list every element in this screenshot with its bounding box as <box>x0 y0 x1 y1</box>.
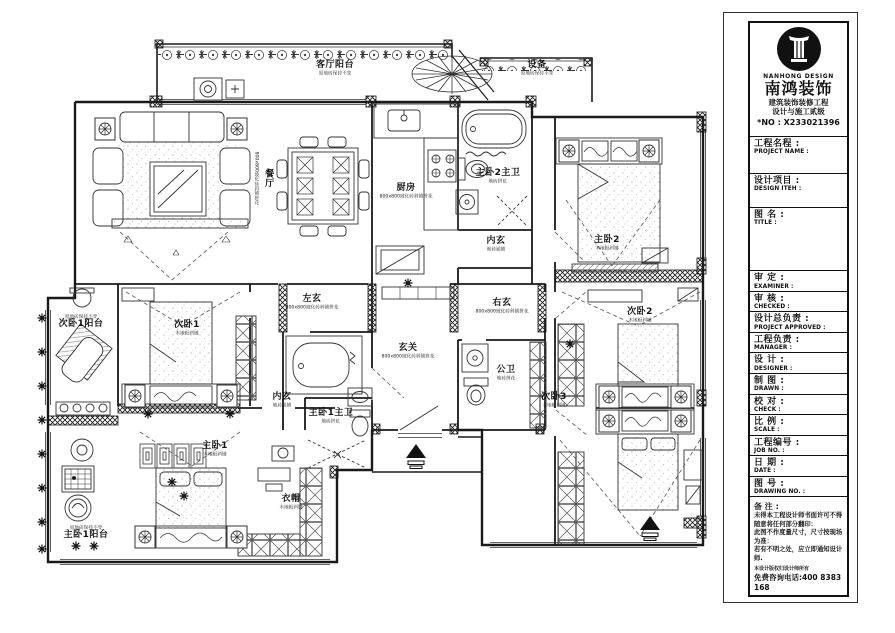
washer-basin-icons <box>194 78 244 100</box>
room-label-left-hall: 左玄 800x800玻化砖斜铺拼花 <box>285 293 339 310</box>
master-balcony1-furniture <box>62 466 94 521</box>
field-check: 校 对 : CHECK : <box>750 394 847 415</box>
plant-icon <box>72 542 81 551</box>
foyer-furniture <box>382 287 454 438</box>
plant-icon <box>180 492 189 501</box>
room-label-inner-hall2: 内玄 地砖通铺 <box>486 235 506 252</box>
foyer-plant-icon <box>404 279 413 288</box>
field-designer: 设 计 : DESIGNER : <box>750 352 847 373</box>
bedroom3-furniture <box>558 408 702 544</box>
title-block <box>748 21 849 597</box>
plant-icon <box>566 340 575 349</box>
room-label-living-balcony: 客厅阳台 原地砖保持不变 <box>315 59 354 76</box>
room-label-foyer: 玄关 800x800玻化砖斜铺拼花 <box>381 342 435 359</box>
room-label-inner-hall1: 内玄 地砖通铺 <box>272 391 292 408</box>
entry-arrow-icon <box>640 516 660 541</box>
field-date: 日 期 : DATE : <box>750 455 847 476</box>
room-label-cloak: 衣帽 木地板斜铺 <box>279 493 303 510</box>
room-label-right-hall: 右玄 800x800玻化砖斜铺拼花 <box>475 297 529 314</box>
field-title: 图 名 : TITLE : <box>750 207 847 270</box>
cert-line1: 建筑装饰装修工程 <box>768 97 829 107</box>
room-label-bedroom3: 次卧3 木地板斜铺 <box>541 391 567 408</box>
notes-title: 备 注 : <box>754 502 779 512</box>
column-icon <box>786 34 812 64</box>
room-label-dining: 餐厅 800x800玻化砖斜铺拼花 <box>254 151 274 205</box>
bedroom1-furniture <box>122 288 256 408</box>
field-project-name: 工程名程 : PROJECT NAME : <box>750 136 847 173</box>
field-manager: 工程负责 : MANAGER : <box>750 332 847 353</box>
company-logo <box>777 27 821 71</box>
dining-set <box>277 137 369 236</box>
brand-name-en: NANHONG DESIGN <box>763 73 834 80</box>
room-label-public-bath: 公卫 地砖拼花 <box>496 364 516 381</box>
entry-arrow-icon <box>406 444 426 469</box>
cert-number: *NO : X233021396 <box>757 118 840 128</box>
field-design-item: 设计项目 : DESIGN ITEH : <box>750 173 847 207</box>
field-drawn: 制 图 : DRAWN : <box>750 373 847 394</box>
field-job-no: 工程编号 : JOB NO. : <box>750 435 847 456</box>
room-label-bedroom1-balcony: 次卧1阳台 原地砖保持不变 <box>58 313 104 329</box>
room-label-bedroom1: 次卧1 木地板斜铺 <box>174 319 200 336</box>
room-label-bedroom2: 次卧2 木地板斜铺 <box>627 306 653 323</box>
room-label-master-balcony1: 主卧1阳台 原地砖保持不变 <box>63 524 109 540</box>
room-label-master-bath1: 主卧1主卫 地砖拼花 <box>308 407 354 424</box>
plant-icon <box>168 478 177 487</box>
notes-block: 备 注 : 未得本工程设计师书面许可不得 随意将任何部分翻印： 此图不作度量尺寸，尺寸按现场 为准： 若有不明之处，应立即通知设计 师. 本设计版权归设计师所有 免费咨询电话:400 8383 168 <box>750 496 847 595</box>
room-label-master-bed2: 主卧2 木地板斜铺 <box>594 234 620 251</box>
room-label-equipment: 设备 原地砖保持不变 <box>520 59 554 76</box>
field-examiner: 审 定 : EXAMINER : <box>750 270 847 291</box>
hotline: 免费咨询电话:400 8383 168 <box>754 573 842 593</box>
room-label-kitchen: 厨房 800x800玻化砖斜铺拼花 <box>379 182 433 199</box>
public-bath-fixtures <box>462 342 546 428</box>
title-block-frame <box>723 12 858 603</box>
room-label-master-bath2: 主卧2主卫 地砖拼花 <box>475 167 521 184</box>
brand-header <box>750 23 847 136</box>
plant-icon <box>144 410 153 419</box>
field-scale: 比 例 : SCALE : <box>750 414 847 435</box>
field-project-approved: 设计总负责 : PROJECT APPROVED : <box>750 311 847 332</box>
field-drawing-no: 图 号 : DRAWING NO. : <box>750 476 847 497</box>
plant-icon <box>90 542 99 551</box>
notes-fine-print: 本设计版权归设计师所有 <box>754 566 810 573</box>
plant-icon <box>226 410 235 419</box>
field-checked: 审 核 : CHECKED : <box>750 291 847 312</box>
cert-line2: 设计与施工贰级 <box>772 106 825 116</box>
room-label-master-bed1: 主卧1 木地板斜铺 <box>202 440 228 457</box>
brand-name-cn: 南鸿装饰 <box>764 79 833 98</box>
